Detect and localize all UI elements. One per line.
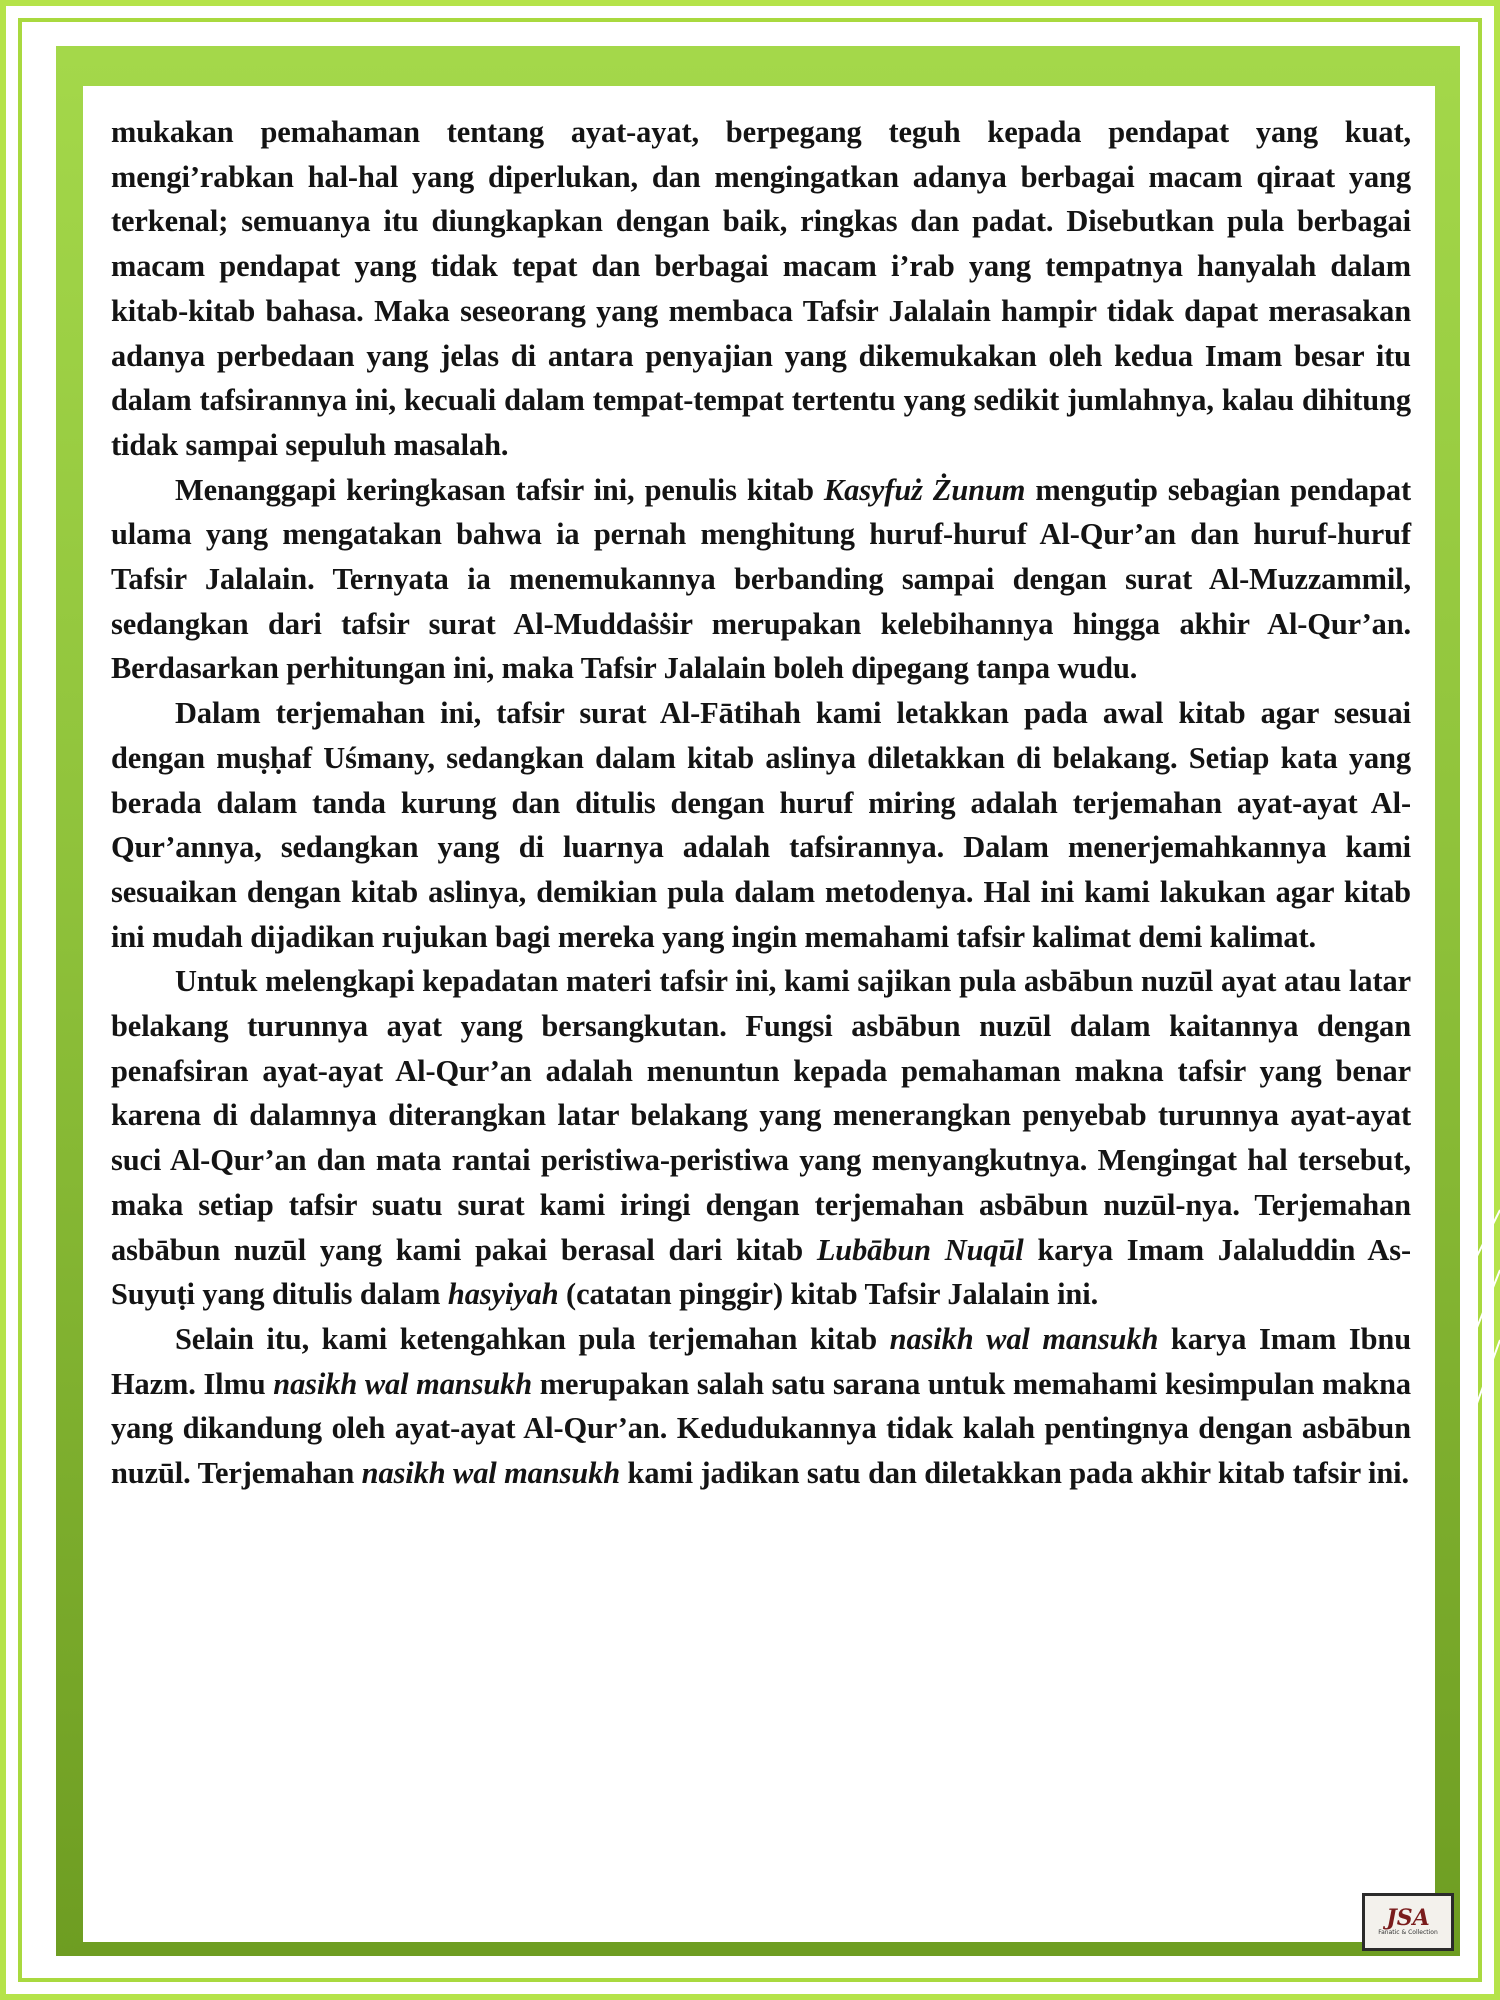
paragraph bbox=[111, 468, 1411, 692]
logo-title: JSA bbox=[1386, 1905, 1430, 1931]
paragraph bbox=[111, 110, 1411, 468]
text-run: karya Imam Ibnu Hazm. Ilmu bbox=[111, 1321, 1411, 1401]
italic-term: nasikh wal mansukh bbox=[361, 1456, 621, 1491]
paragraph bbox=[111, 691, 1411, 959]
italic-term: nasikh wal mansukh bbox=[889, 1321, 1159, 1356]
italic-term: Lubābun Nuqūl bbox=[816, 1232, 1024, 1267]
text-run: kami jadikan satu dan diletakkan pada akhir kitab tafsir ini. bbox=[620, 1456, 1410, 1491]
text-run: Selain itu, kami ketengahkan pula terjemahan kitab bbox=[175, 1321, 890, 1356]
text-run: Menanggapi keringkasan tafsir ini, penulis kitab bbox=[175, 472, 824, 507]
text-run: mengutip sebagian pendapat ulama yang mengatakan bahwa ia pernah menghitung huruf-huruf Al-Qur’an dan huruf-huruf Tafsir Jalalain. Ternyata ia menemukannya berbanding sampai dengan surat Al-Muzzammil, sedangkan dari tafsir surat Al-Muddaṡṡir merupakan kelebihannya hingga akhir Al-Qur’an. Berdasarkan perhitungan ini, maka Tafsir Jalalain boleh dipegang tanpa wudu. bbox=[111, 472, 1412, 686]
text-run: merupakan salah satu sarana untuk memahami kesimpulan makna yang dikandung oleh ayat-ayat Al-Qur’an. Kedudukannya tidak kalah pentingnya dengan asbābun nuzūl. Terjemahan bbox=[111, 1366, 1411, 1491]
paragraph bbox=[111, 959, 1411, 1317]
jsa-logo bbox=[1362, 1893, 1454, 1951]
body-text bbox=[111, 110, 1411, 1496]
text-run: mukakan pemahaman tentang ayat-ayat, berpegang teguh kepada pendapat yang kuat, mengi’rabkan hal-hal yang diperlukan, dan mengingatkan adanya berbagai macam qiraat yang terkenal; semuanya itu diungkapkan dengan baik, ringkas dan padat. Disebutkan pula berbagai macam pendapat yang tidak tepat dan berbagai macam i’rab yang tempatnya hanyalah dalam kitab-kitab bahasa. Maka seseorang yang membaca Tafsir Jalalain hampir tidak dapat merasakan adanya perbedaan yang jelas di antara penyajian yang dikemukakan oleh kedua Imam besar itu dalam tafsirannya ini, kecuali dalam tempat-tempat tertentu yang sedikit jumlahnya, kalau dihitung tidak sampai sepuluh masalah. bbox=[111, 115, 1411, 462]
text-run: karya Imam Jalaluddin As-Suyuṭi yang ditulis dalam bbox=[111, 1232, 1411, 1312]
text-run: Untuk melengkapi kepadatan materi tafsir ini, kami sajikan pula asbābun nuzūl ayat atau latar belakang turunnya ayat yang bersangkutan. Fungsi asbābun nuzūl dalam kaitannya dengan penafsiran ayat-ayat Al-Qur’an adalah menuntun kepada pemahaman makna tafsir yang benar karena di dalamnya diterangkan latar belakang yang menerangkan penyebab turunnya ayat-ayat suci Al-Qur’an dan mata rantai peristiwa-peristiwa yang menyangkutnya. Mengingat hal tersebut, maka setiap tafsir suatu surat kami iringi dengan terjemahan asbābun nuzūl-nya. Terjemahan asbābun nuzūl yang kami pakai berasal dari kitab bbox=[111, 964, 1411, 1267]
italic-term: Kasyfuż Żunum bbox=[823, 472, 1026, 507]
text-run: Dalam terjemahan ini, tafsir surat Al-Fātihah kami letakkan pada awal kitab agar sesuai dengan muṣḥaf Uśmany, sedangkan dalam kitab aslinya diletakkan di belakang. Setiap kata yang berada dalam tanda kurung dan ditulis dengan huruf miring adalah terjemahan ayat-ayat Al-Qur’annya, sedangkan yang di luarnya adalah tafsirannya. Dalam menerjemahkannya kami sesuaikan dengan kitab aslinya, demikian pula dalam metodenya. Hal ini kami lakukan agar kitab ini mudah dijadikan rujukan bagi mereka yang ingin memahami tafsir kalimat demi kalimat. bbox=[111, 696, 1411, 954]
scanned-page bbox=[83, 86, 1435, 1942]
italic-term: nasikh wal mansukh bbox=[273, 1366, 533, 1401]
logo-subtitle: Fanatic & Collection bbox=[1378, 1929, 1438, 1936]
italic-term: hasyiyah bbox=[447, 1277, 559, 1312]
decorative-diagonal-lines bbox=[1460, 1150, 1500, 1650]
paragraph bbox=[111, 1317, 1411, 1496]
text-run: (catatan pinggir) kitab Tafsir Jalalain ini. bbox=[558, 1277, 1099, 1312]
